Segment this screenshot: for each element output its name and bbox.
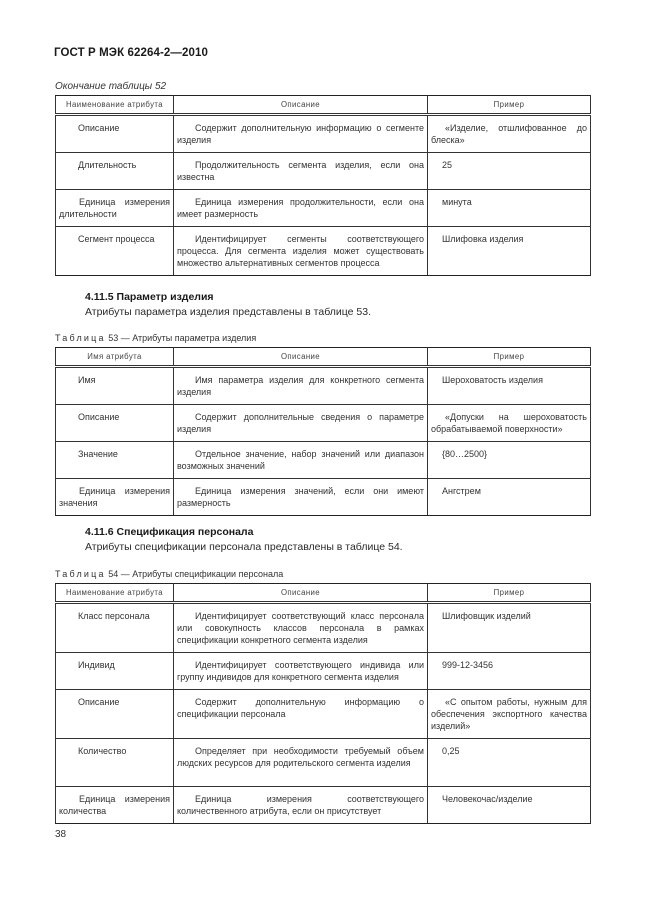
column-header-example: Пример bbox=[428, 96, 591, 115]
table-52 bbox=[55, 95, 591, 276]
attribute-example: «С опытом работы, нужным для обеспечения экспортного качества изделий» bbox=[428, 690, 591, 739]
table-row bbox=[56, 739, 591, 787]
attribute-description: Содержит дополнительную информацию о сегменте изделия bbox=[174, 115, 428, 153]
table-row bbox=[56, 479, 591, 516]
column-header-description: Описание bbox=[174, 348, 428, 367]
attribute-example: Человекочас/изделие bbox=[428, 787, 591, 824]
table-row bbox=[56, 603, 591, 653]
attribute-name: Описание bbox=[56, 405, 174, 442]
table-row bbox=[56, 787, 591, 824]
column-header-description: Описание bbox=[174, 96, 428, 115]
table-header-row bbox=[56, 348, 591, 367]
column-header-attribute: Наименование атрибута bbox=[56, 584, 174, 603]
attribute-example: Шероховатость изделия bbox=[428, 367, 591, 405]
attribute-description: Имя параметра изделия для конкретного сегмента изделия bbox=[174, 367, 428, 405]
page-number: 38 bbox=[55, 829, 67, 840]
attribute-name: Сегмент процесса bbox=[56, 227, 174, 276]
table-caption-prefix: Таблица bbox=[55, 569, 106, 579]
attribute-example: 25 bbox=[428, 153, 591, 190]
attribute-example: Шлифовка изделия bbox=[428, 227, 591, 276]
attribute-name: Индивид bbox=[56, 653, 174, 690]
section-text-4-11-6: Атрибуты спецификации персонала представлены в таблице 54. bbox=[85, 541, 403, 553]
attribute-example: 999-12-3456 bbox=[428, 653, 591, 690]
column-header-example: Пример bbox=[428, 348, 591, 367]
attribute-example: «Изделие, отшлифованное до блеска» bbox=[428, 115, 591, 153]
table-header-row bbox=[56, 584, 591, 603]
table-row bbox=[56, 690, 591, 739]
table-54-caption bbox=[55, 569, 283, 579]
table-row bbox=[56, 115, 591, 153]
attribute-description: Определяет при необходимости требуемый объем людских ресурсов для родительского сегмента изделия bbox=[174, 739, 428, 787]
table-caption-title: 53 — Атрибуты параметра изделия bbox=[105, 333, 257, 343]
section-title-4-11-5: 4.11.5 Параметр изделия bbox=[85, 291, 214, 303]
attribute-description: Продолжительность сегмента изделия, если она известна bbox=[174, 153, 428, 190]
attribute-name: Класс персонала bbox=[56, 603, 174, 653]
table-53 bbox=[55, 347, 591, 516]
attribute-description: Идентифицирует соответствующий класс персонала или совокупность классов персонала в рамках спецификации конкретного сегмента изделия bbox=[174, 603, 428, 653]
attribute-name: Количество bbox=[56, 739, 174, 787]
table-row bbox=[56, 367, 591, 405]
document-code-header: ГОСТ Р МЭК 62264-2—2010 bbox=[54, 47, 208, 59]
attribute-name: Единица измерения количества bbox=[56, 787, 174, 824]
attribute-example: минута bbox=[428, 190, 591, 227]
table-caption-prefix: Таблица bbox=[55, 333, 106, 343]
table-row bbox=[56, 153, 591, 190]
table-52-continuation-label: Окончание таблицы 52 bbox=[55, 81, 167, 92]
attribute-name: Значение bbox=[56, 442, 174, 479]
attribute-name: Единица измерения длительности bbox=[56, 190, 174, 227]
table-54 bbox=[55, 583, 591, 824]
table-header-row bbox=[56, 96, 591, 115]
table-row bbox=[56, 653, 591, 690]
attribute-example: {80…2500} bbox=[428, 442, 591, 479]
column-header-attribute: Имя атрибута bbox=[56, 348, 174, 367]
attribute-description: Содержит дополнительную информацию о спецификации персонала bbox=[174, 690, 428, 739]
attribute-name: Имя bbox=[56, 367, 174, 405]
section-title-4-11-6: 4.11.6 Спецификация персонала bbox=[85, 526, 254, 538]
attribute-description: Отдельное значение, набор значений или диапазон возможных значений bbox=[174, 442, 428, 479]
column-header-description: Описание bbox=[174, 584, 428, 603]
attribute-example: Ангстрем bbox=[428, 479, 591, 516]
attribute-description: Содержит дополнительные сведения о параметре изделия bbox=[174, 405, 428, 442]
table-row bbox=[56, 190, 591, 227]
attribute-example: «Допуски на шероховатость обрабатываемой поверхности» bbox=[428, 405, 591, 442]
table-53-caption bbox=[55, 333, 256, 343]
section-text-4-11-5: Атрибуты параметра изделия представлены в таблице 53. bbox=[85, 306, 371, 318]
column-header-attribute: Наименование атрибута bbox=[56, 96, 174, 115]
attribute-name: Описание bbox=[56, 115, 174, 153]
table-row bbox=[56, 405, 591, 442]
attribute-description: Единица измерения значений, если они имеют размерность bbox=[174, 479, 428, 516]
table-caption-title: 54 — Атрибуты спецификации персонала bbox=[105, 569, 284, 579]
attribute-description: Единица измерения соответствующего количественного атрибута, если он присутствует bbox=[174, 787, 428, 824]
attribute-name: Описание bbox=[56, 690, 174, 739]
table-row bbox=[56, 227, 591, 276]
table-row bbox=[56, 442, 591, 479]
attribute-description: Идентифицирует соответствующего индивида или группу индивидов для конкретного сегмента изделия bbox=[174, 653, 428, 690]
attribute-name: Длительность bbox=[56, 153, 174, 190]
attribute-name: Единица измерения значения bbox=[56, 479, 174, 516]
column-header-example: Пример bbox=[428, 584, 591, 603]
attribute-description: Идентифицирует сегменты соответствующего процесса. Для сегмента изделия может существовать множество альтернативных сегментов процесса bbox=[174, 227, 428, 276]
attribute-description: Единица измерения продолжительности, если она имеет размерность bbox=[174, 190, 428, 227]
attribute-example: 0,25 bbox=[428, 739, 591, 787]
attribute-example: Шлифовщик изделий bbox=[428, 603, 591, 653]
